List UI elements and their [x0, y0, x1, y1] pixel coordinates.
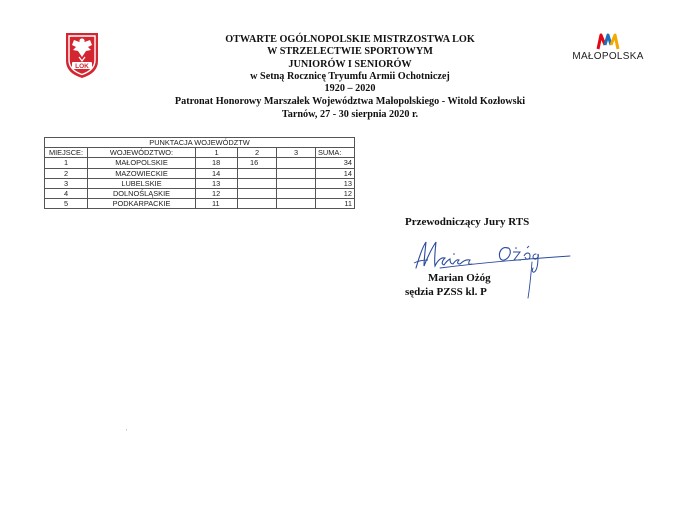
scan-mark: ': [126, 428, 128, 436]
signatory-role: sędzia PZSS kl. P: [405, 286, 487, 298]
cell-wojewodztwo: DOLNOŚLĄSKIE: [88, 188, 196, 198]
document-header: [150, 34, 550, 121]
cell-round-2: 16: [238, 158, 277, 168]
table-row: [45, 158, 355, 168]
table-title: PUNKTACJA WOJEWÓDZTW: [45, 138, 355, 148]
cell-miejsce: 1: [45, 158, 88, 168]
cell-round-3: [277, 199, 316, 209]
cell-round-1: 13: [196, 178, 238, 188]
cell-wojewodztwo: MAŁOPOLSKIE: [88, 158, 196, 168]
cell-round-3: [277, 158, 316, 168]
header-suma: SUMA:: [316, 148, 355, 158]
jury-chair-title: Przewodniczący Jury RTS: [405, 216, 530, 228]
lok-logo-text: LOK: [75, 63, 89, 70]
cell-round-3: [277, 178, 316, 188]
header-line-2: W STRZELECTWIE SPORTOWYM: [267, 46, 433, 58]
header-line-7: Tarnów, 27 - 30 sierpnia 2020 r.: [281, 108, 419, 120]
lok-logo: [64, 31, 100, 79]
table-header-row: [45, 148, 355, 158]
table-row: [45, 168, 355, 178]
voivodeship-score-table: [44, 137, 355, 209]
cell-round-1: 14: [196, 168, 238, 178]
cell-round-2: [238, 178, 277, 188]
cell-round-2: [238, 199, 277, 209]
cell-suma: 34: [316, 158, 355, 168]
header-line-4: w Setną Rocznicę Tryumfu Armii Ochotniczej: [250, 70, 450, 82]
cell-miejsce: 4: [45, 188, 88, 198]
signatory-name: Marian Ożóg: [428, 272, 491, 284]
malopolska-logo-text: MAŁOPOLSKA: [572, 51, 644, 62]
header-round-2: 2: [238, 148, 277, 158]
lok-eagle-shield-icon: [64, 31, 100, 79]
cell-round-2: [238, 168, 277, 178]
cell-suma: 11: [316, 199, 355, 209]
cell-wojewodztwo: PODKARPACKIE: [88, 199, 196, 209]
cell-wojewodztwo: LUBELSKIE: [88, 178, 196, 188]
cell-wojewodztwo: MAZOWIECKIE: [88, 168, 196, 178]
malopolska-m-icon: [596, 33, 620, 50]
cell-round-1: 12: [196, 188, 238, 198]
header-line-3: JUNIORÓW I SENIORÓW: [288, 58, 412, 70]
cell-round-1: 11: [196, 199, 238, 209]
cell-round-2: [238, 188, 277, 198]
header-line-6: Patronat Honorowy Marszałek Województwa Małopolskiego - Witold Kozłowski: [174, 96, 526, 108]
header-round-3: 3: [277, 148, 316, 158]
header-wojewodztwo: WOJEWÓDZTWO:: [88, 148, 196, 158]
table-row: [45, 188, 355, 198]
header-miejsce: MIEJSCE:: [45, 148, 88, 158]
table-row: [45, 199, 355, 209]
cell-round-1: 18: [196, 158, 238, 168]
cell-suma: 13: [316, 178, 355, 188]
cell-suma: 14: [316, 168, 355, 178]
cell-miejsce: 3: [45, 178, 88, 188]
table-row: [45, 178, 355, 188]
cell-round-3: [277, 168, 316, 178]
cell-miejsce: 5: [45, 199, 88, 209]
header-round-1: 1: [196, 148, 238, 158]
header-line-1: OTWARTE OGÓLNOPOLSKIE MISTRZOSTWA LOK: [225, 34, 475, 45]
cell-miejsce: 2: [45, 168, 88, 178]
cell-round-3: [277, 188, 316, 198]
cell-suma: 12: [316, 188, 355, 198]
malopolska-logo: [566, 33, 650, 62]
header-line-5: 1920 – 2020: [324, 83, 376, 95]
